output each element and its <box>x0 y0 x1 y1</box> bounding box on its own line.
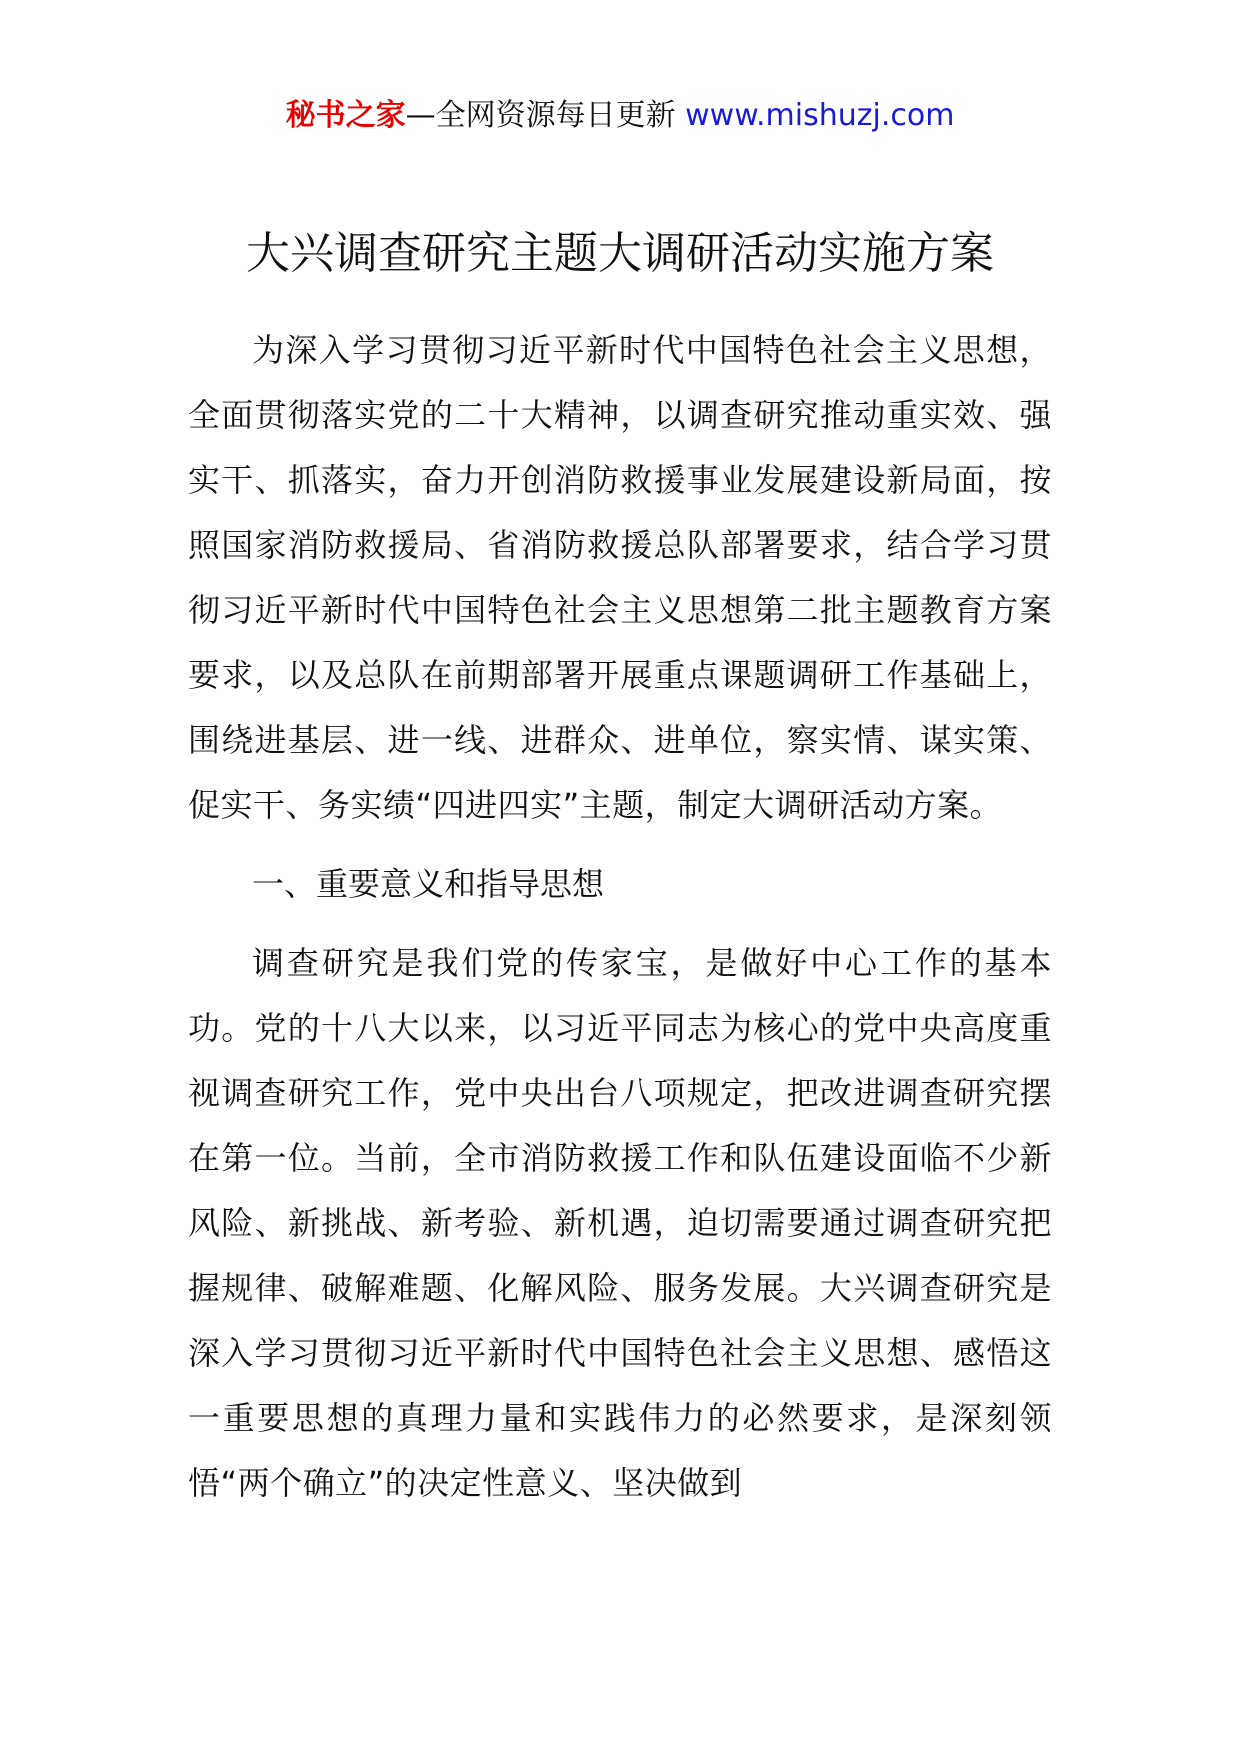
page-header <box>0 96 1240 136</box>
section-heading: 一、重要意义和指导思想 <box>252 865 605 903</box>
document-body <box>188 318 1052 1516</box>
header-tagline: —全网资源每日更新 <box>405 98 676 133</box>
site-url-link[interactable]: www.mishuzj.com <box>685 98 955 133</box>
body-paragraph: 调查研究是我们党的传家宝，是做好中心工作的基本功。党的十八大以来，以习近平同志为核心的党中央高度重视调查研究工作，党中央出台八项规定，把改进调查研究摆在第一位。当前，全市消防救援工作和队伍建设面临不少新风险、新挑战、新考验、新机遇，迫切需要通过调查研究把握规律、破解难题、化解风险、服务发展。大兴调查研究是深入学习贯彻习近平新时代中国特色社会主义思想、感悟这一重要思想的真理力量和实践伟力的必然要求，是深刻领悟“两个确立”的决定性意义、坚决做到 <box>188 944 1052 1502</box>
intro-paragraph: 为深入学习贯彻习近平新时代中国特色社会主义思想，全面贯彻落实党的二十大精神，以调查研究推动重实效、强实干、抓落实，奋力开创消防救援事业发展建设新局面，按照国家消防救援局、省消防救援总队部署要求，结合学习贯彻习近平新时代中国特色社会主义思想第二批主题教育方案要求，以及总队在前期部署开展重点课题调研工作基础上，围绕进基层、进一线、进群众、进单位，察实情、谋实策、促实干、务实绩“四进四实”主题，制定大调研活动方案。 <box>188 331 1052 824</box>
brand-name: 秘书之家 <box>285 98 406 133</box>
document-title: 大兴调查研究主题大调研活动实施方案 <box>246 228 994 279</box>
